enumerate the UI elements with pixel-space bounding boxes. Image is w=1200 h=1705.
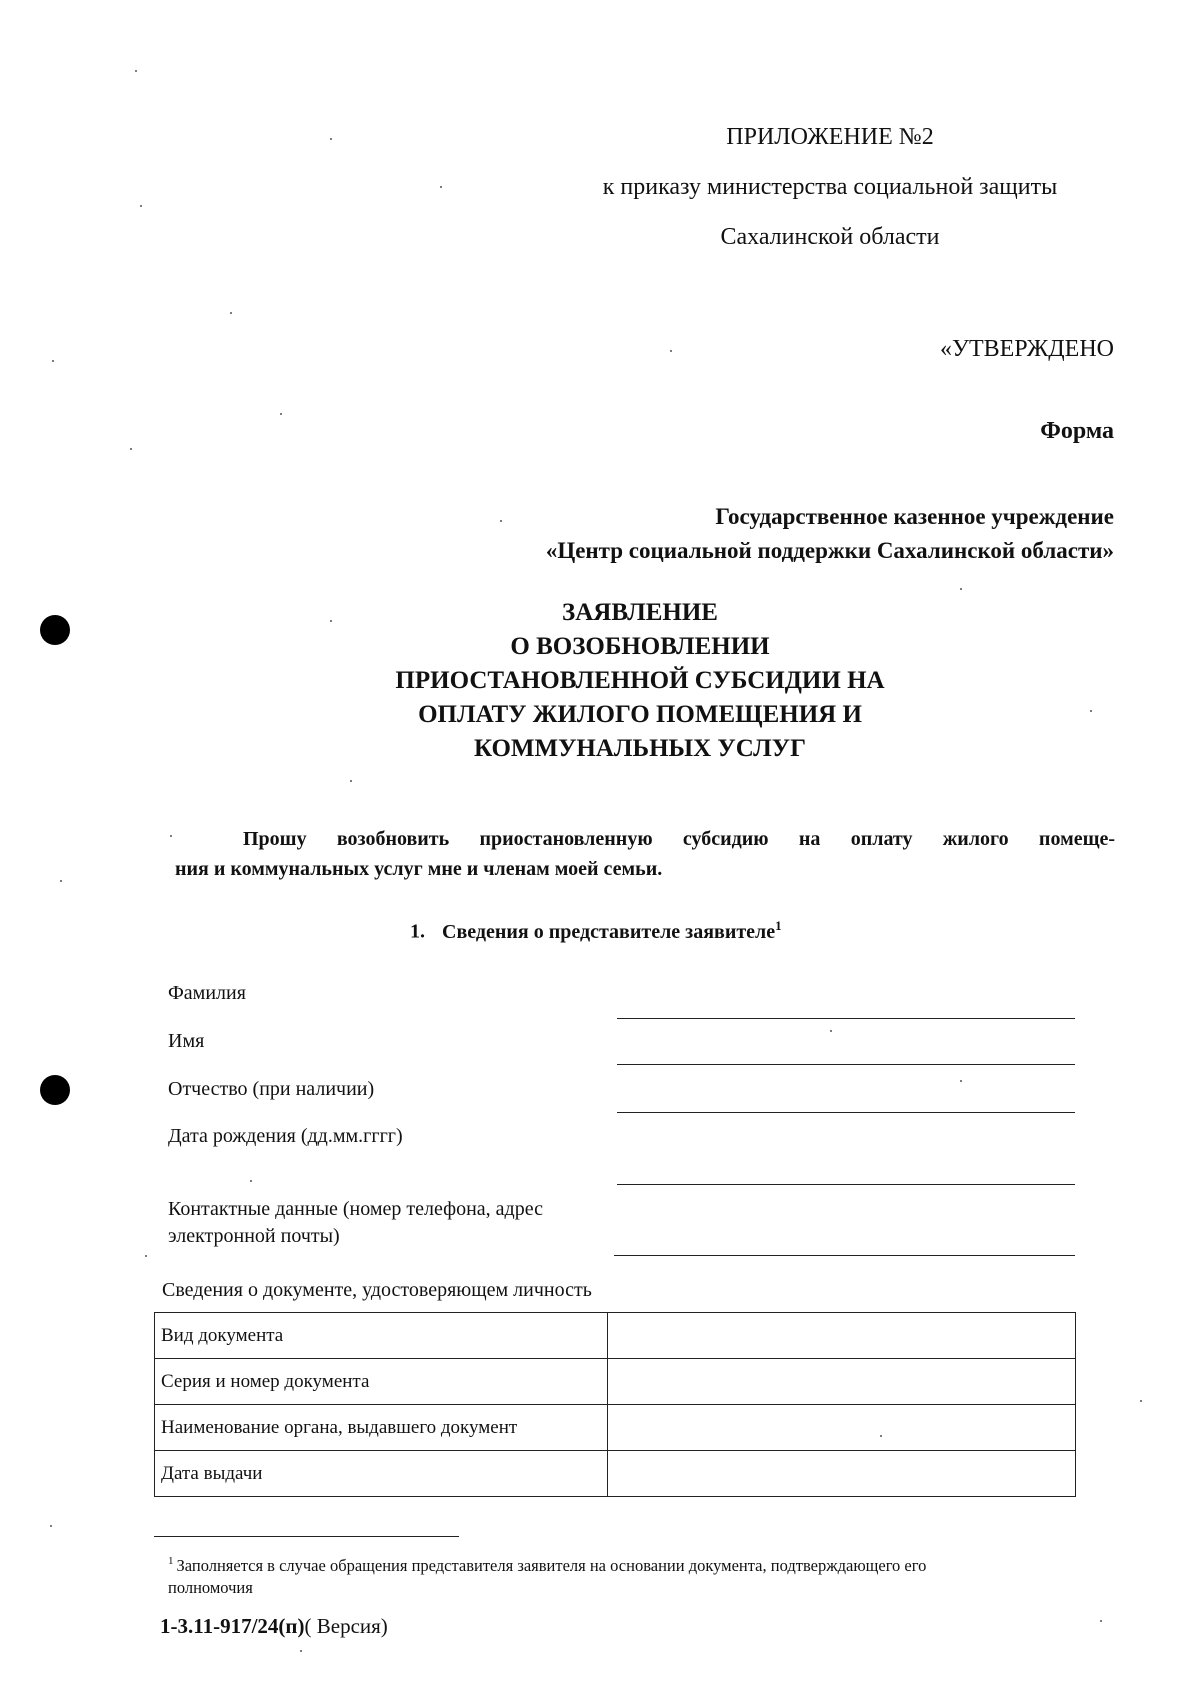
birth-date-input-line[interactable] — [617, 1184, 1075, 1185]
name-input-line[interactable] — [617, 1064, 1075, 1065]
document-code — [160, 1614, 388, 1639]
request-line-2: ния и коммунальных услуг мне и членам моей семьи. — [175, 858, 663, 880]
table-row — [155, 1405, 1076, 1451]
footnote-ref: 1 — [775, 918, 782, 933]
document-title — [300, 596, 980, 766]
approved-label: «УТВЕРЖДЕНО — [939, 336, 1114, 362]
doc-type-label: Вид документа — [155, 1313, 608, 1359]
surname-input-line[interactable] — [617, 1018, 1075, 1019]
contacts-label-line-1: Контактные данные (номер телефона, адрес — [168, 1198, 543, 1220]
doc-issue-date-label: Дата выдачи — [155, 1451, 608, 1497]
form-version: ( Версия) — [304, 1614, 388, 1638]
doc-issuer-value[interactable] — [608, 1405, 1076, 1451]
institution-line-2: «Центр социальной поддержки Сахалинской области» — [545, 538, 1114, 563]
patronymic-label: Отчество (при наличии) — [168, 1078, 375, 1100]
doc-series-number-label: Серия и номер документа — [155, 1359, 608, 1405]
doc-type-value[interactable] — [608, 1313, 1076, 1359]
title-line-2: О ВОЗОБНОВЛЕНИИ — [510, 633, 770, 660]
id-document-caption: Сведения о документе, удостоверяющем личность — [162, 1279, 592, 1301]
title-line-1: ЗАЯВЛЕНИЕ — [562, 599, 718, 626]
doc-series-number-value[interactable] — [608, 1359, 1076, 1405]
request-line-1: Прошу возобновить приостановленную субсидию на оплату жилого помеще- — [243, 828, 1115, 850]
footnote-mark: 1 — [168, 1555, 174, 1567]
table-row — [155, 1359, 1076, 1405]
surname-label: Фамилия — [168, 982, 246, 1004]
patronymic-input-line[interactable] — [617, 1112, 1075, 1113]
name-label: Имя — [168, 1030, 205, 1052]
footnote-separator — [154, 1536, 459, 1537]
table-row — [155, 1451, 1076, 1497]
doc-issuer-label: Наименование органа, выдавшего документ — [155, 1405, 608, 1451]
binder-hole-bottom — [40, 1075, 70, 1105]
contacts-label — [168, 1196, 543, 1250]
table-row — [155, 1313, 1076, 1359]
institution-name — [300, 500, 1114, 568]
title-line-5: КОММУНАЛЬНЫХ УСЛУГ — [473, 735, 807, 762]
request-paragraph — [175, 824, 1115, 884]
title-line-4: ОПЛАТУ ЖИЛОГО ПОМЕЩЕНИЯ И — [418, 701, 862, 728]
form-label: Форма — [1040, 418, 1114, 444]
footnote-text — [168, 1550, 1118, 1599]
section-1-heading — [410, 918, 1010, 944]
order-reference: к приказу министерства социальной защиты — [602, 174, 1058, 200]
doc-issue-date-value[interactable] — [608, 1451, 1076, 1497]
appendix-label: ПРИЛОЖЕНИЕ №2 — [726, 124, 934, 150]
contacts-label-line-2: электронной почты) — [168, 1225, 340, 1247]
title-line-3: ПРИОСТАНОВЛЕННОЙ СУБСИДИИ НА — [395, 667, 885, 694]
region-label: Сахалинской области — [720, 224, 940, 250]
form-code: 1-3.11-917/24(п) — [160, 1614, 305, 1638]
section-title: Сведения о представителе заявителе — [442, 920, 776, 943]
institution-line-1: Государственное казенное учреждение — [715, 504, 1114, 529]
footnote-line-1: Заполняется в случае обращения представителя заявителя на основании документа, подтверждающего его — [176, 1555, 927, 1575]
footnote-line-2: полномочия — [168, 1577, 253, 1597]
binder-hole-top — [40, 615, 70, 645]
birth-date-label: Дата рождения (дд.мм.гггг) — [168, 1125, 403, 1147]
contacts-input-line[interactable] — [614, 1255, 1075, 1256]
id-document-table — [154, 1312, 1076, 1497]
section-number: 1. — [410, 920, 425, 943]
